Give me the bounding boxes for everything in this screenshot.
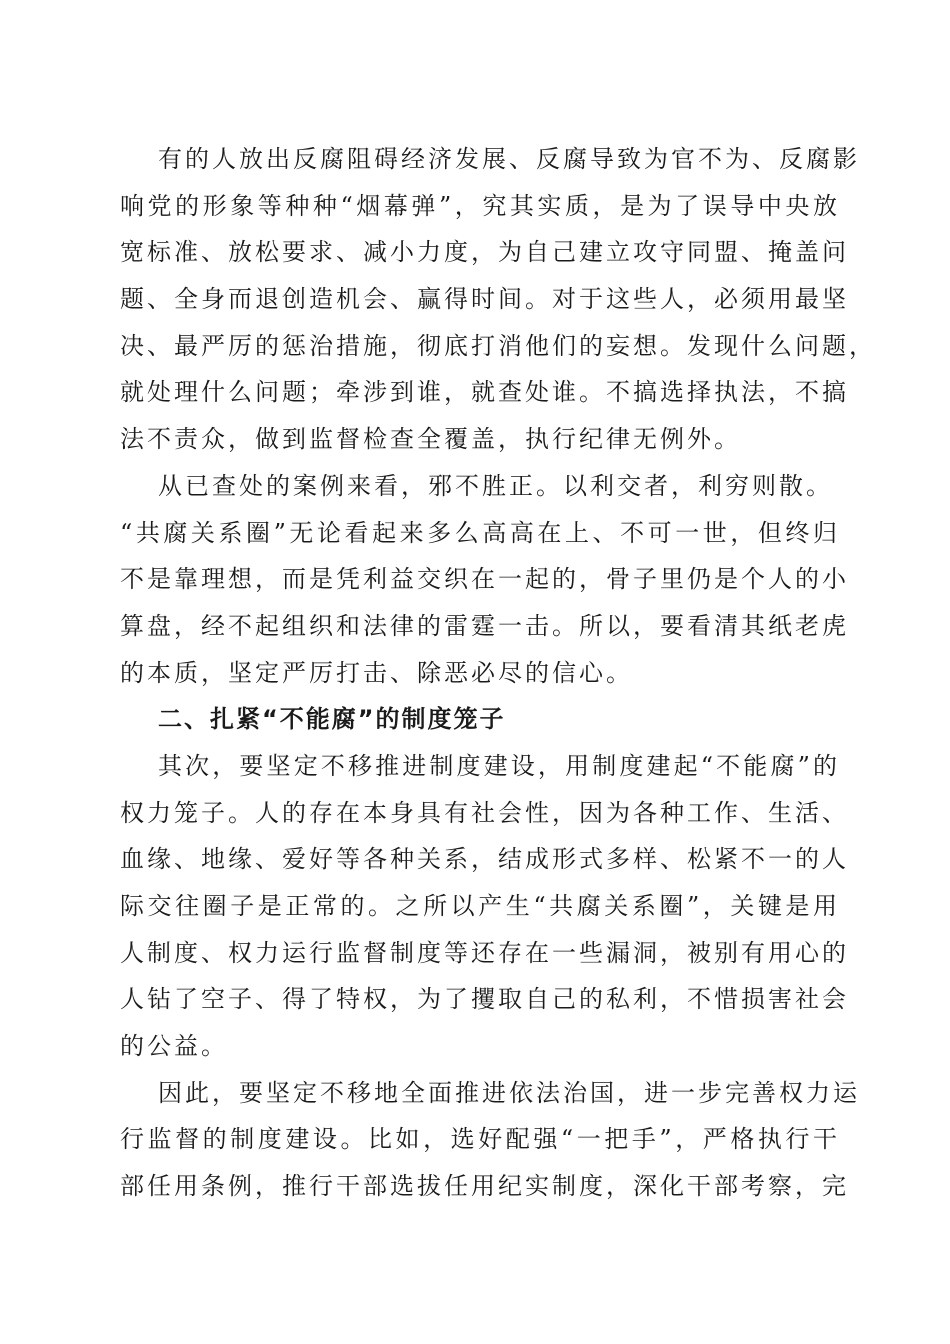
paragraph-3-line-6: 人钻了空子、得了特权，为了攫取自己的私利，不惜损害社会 xyxy=(120,985,849,1014)
paragraph-3-line-7: 的公益。 xyxy=(120,1032,228,1061)
paragraph-2-line-4: 算盘，经不起组织和法律的雷霆一击。所以，要看清其纸老虎 xyxy=(120,611,849,640)
document-body xyxy=(120,136,876,1210)
paragraph-1-line-3: 宽标准、放松要求、减小力度，为自己建立攻守同盟、掩盖问 xyxy=(120,238,849,267)
paragraph-1-line-4: 题、全身而退创造机会、赢得时间。对于这些人，必须用最坚 xyxy=(120,285,849,314)
paragraph-3-line-3: 血缘、地缘、爱好等各种关系，结成形式多样、松紧不一的人 xyxy=(120,845,849,874)
paragraph-3-line-2: 权力笼子。人的存在本身具有社会性，因为各种工作、生活、 xyxy=(120,798,849,827)
paragraph-4-line-3: 部任用条例，推行干部选拔任用纪实制度，深化干部考察，完 xyxy=(120,1172,849,1201)
paragraph-1-line-6: 就处理什么问题；牵涉到谁，就查处谁。不搞选择执法，不搞 xyxy=(120,378,849,407)
paragraph-4-line-1: 因此，要坚定不移地全面推进依法治国，进一步完善权力运 xyxy=(158,1078,860,1107)
paragraph-1-line-2: 响党的形象等种种“烟幕弹”，究其实质，是为了误导中央放 xyxy=(120,191,840,220)
paragraph-2-line-5: 的本质，坚定严厉打击、除恶必尽的信心。 xyxy=(120,658,633,687)
paragraph-1-line-1: 有的人放出反腐阻碍经济发展、反腐导致为官不为、反腐影 xyxy=(158,145,860,173)
section-heading: 二、扎紧“不能腐”的制度笼子 xyxy=(158,705,506,734)
paragraph-1-line-5: 决、最严厉的惩治措施，彻底打消他们的妄想。发现什么问题， xyxy=(120,331,876,360)
paragraph-2-line-2: “共腐关系圈”无论看起来多么高高在上、不可一世，但终归 xyxy=(120,518,840,547)
paragraph-2-line-1: 从已查处的案例来看，邪不胜正。以利交者，利穷则散。 xyxy=(158,471,833,500)
paragraph-3-line-1: 其次，要坚定不移推进制度建设，用制度建起“不能腐”的 xyxy=(158,751,840,780)
paragraph-3-line-5: 人制度、权力运行监督制度等还存在一些漏洞，被别有用心的 xyxy=(120,938,849,967)
paragraph-2-line-3: 不是靠理想，而是凭利益交织在一起的，骨子里仍是个人的小 xyxy=(120,565,849,594)
paragraph-4-line-2: 行监督的制度建设。比如，选好配强“一把手”，严格执行干 xyxy=(120,1125,840,1154)
paragraph-1-line-7: 法不责众，做到监督检查全覆盖，执行纪律无例外。 xyxy=(120,425,741,454)
paragraph-3-line-4: 际交往圈子是正常的。之所以产生“共腐关系圈”，关键是用 xyxy=(120,892,840,920)
